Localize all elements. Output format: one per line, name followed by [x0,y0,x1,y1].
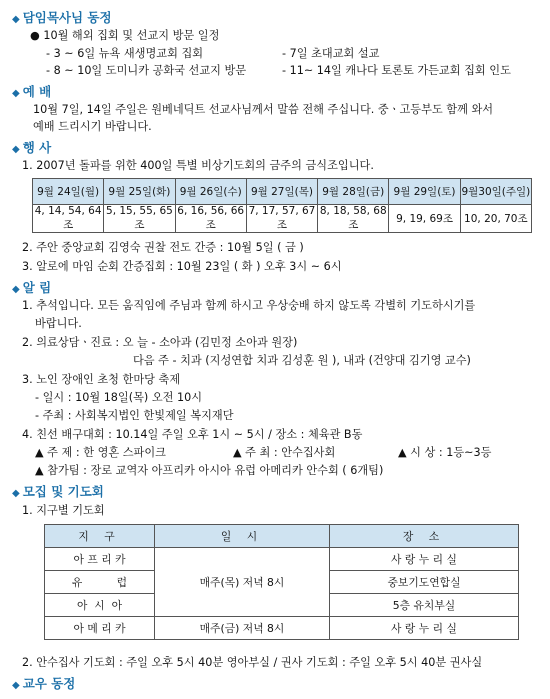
schedule-day: 9월30일(주일) [460,179,531,205]
place-cell: 5층 유치부실 [330,594,519,617]
notice-item-3: 3. 노인 장애인 초청 한마당 축제 [22,373,181,386]
prayer-table-header [45,525,519,548]
time-cell: 매주(금) 저녁 8시 [155,617,330,640]
events-item-2: 2. 주안 중앙교회 김영숙 권찰 전도 간증 : 10월 5일 ( 금 ) [22,241,304,254]
schedule-day: 9월 25일(화) [104,179,175,205]
black-circle-bullet-icon: ● [30,29,40,42]
diamond-bullet-icon: ◆ [12,488,20,499]
pastor-item: - 7일 초대교회 설교 [282,47,380,60]
section-header-notices: ◆ 알 림 [12,280,52,295]
header-place: 장 소 [330,525,519,548]
notice-item-3-date: - 일시 : 10월 18일(목) 오전 10시 [35,391,203,404]
notice-item-2-cont: 다음 주 - 치과 (지성연합 치과 김성훈 원 ), 내과 (건양대 김기영 교수) [133,354,471,367]
notice-item-4-teams: ▲ 참가팀 : 장로 교역자 아프리카 아시아 유럽 아메리카 안수회 ( 6개팀) [35,464,384,477]
region-cell: 아 시 아 [45,594,155,617]
section-header-meetings: ◆ 모집 및 기도회 [12,484,104,499]
schedule-group: 9, 19, 69조 [389,205,460,233]
schedule-day: 9월 24일(월) [33,179,104,205]
pastor-line: ● 10월 해외 집회 및 선교지 방문 일정 [30,29,220,42]
section-header-worship: ◆ 예 배 [12,84,52,99]
notice-item-4-host: ▲ 주 최 : 안수집사회 [233,446,336,459]
schedule-day: 9월 28일(금) [318,179,389,205]
events-item-1: 1. 2007년 돌파를 위한 400일 특별 비상기도회의 금주의 금식조입니다. [22,159,374,172]
notice-item-4: 4. 친선 배구대회 : 10.14일 주일 오후 1시 ~ 5시 / 장소 : 체육관 B동 [22,428,363,441]
diamond-bullet-icon: ◆ [12,88,20,99]
fasting-schedule-table [32,178,532,233]
time-cell: 매주(목) 저녁 8시 [155,548,330,617]
pastor-item: - 3 ~ 6일 뉴욕 새생명교회 집회 [46,47,204,60]
schedule-groups-row [33,205,532,233]
schedule-header-row [33,179,532,205]
schedule-day: 9월 29일(토) [389,179,460,205]
place-cell: 중보기도연합실 [330,571,519,594]
notice-item-1: 1. 추석입니다. 모든 움직임에 주님과 함께 하시고 우상숭배 하지 않도록 각별히 기도하시기를 [22,299,476,312]
section-header-members: ◆ 교우 동정 [12,676,76,691]
region-cell: 아 프 리 카 [45,548,155,571]
notice-item-4-theme: ▲ 주 제 : 한 영혼 스파이크 [35,446,166,459]
diamond-bullet-icon: ◆ [12,14,20,25]
header-time: 일 시 [155,525,330,548]
section-header-events: ◆ 행 사 [12,140,52,155]
schedule-day: 9월 27일(목) [246,179,317,205]
table-row [45,548,519,571]
notice-item-2: 2. 의료상담ㆍ진료 : 오 늘 - 소아과 (김민정 소아과 원장) [22,336,298,349]
diamond-bullet-icon: ◆ [12,144,20,155]
worship-text: 예배 드리시기 바랍니다. [33,120,152,133]
notice-item-1-cont: 바랍니다. [35,317,82,330]
schedule-group: 6, 16, 56, 66조 [175,205,246,233]
diamond-bullet-icon: ◆ [12,680,20,691]
schedule-group: 8, 18, 58, 68조 [318,205,389,233]
worship-text: 10월 7일, 14일 주일은 원베네딕트 선교사님께서 말씀 전해 주십니다. 중ㆍ고등부도 함께 와서 [33,103,494,116]
meetings-item-1: 1. 지구별 기도회 [22,504,105,517]
schedule-group: 7, 17, 57, 67조 [246,205,317,233]
events-item-3: 3. 알로에 마임 순회 간증집회 : 10월 23일 ( 화 ) 오후 3시 ~ 6시 [22,260,342,273]
notice-item-3-host: - 주최 : 사회복지법인 한빛제일 복지재단 [35,409,234,422]
schedule-day: 9월 26일(수) [175,179,246,205]
region-cell: 아 메 리 카 [45,617,155,640]
schedule-group: 10, 20, 70조 [460,205,531,233]
prayer-meeting-table [44,524,519,640]
pastor-item: - 8 ~ 10일 도미니카 공화국 선교지 방문 [46,64,247,77]
table-row [45,617,519,640]
section-header-pastor: ◆ 담임목사님 동정 [12,10,112,25]
region-cell: 유 럽 [45,571,155,594]
schedule-group: 5, 15, 55, 65조 [104,205,175,233]
pastor-item: - 11~ 14일 캐나다 토론토 가든교회 집회 인도 [282,64,511,77]
schedule-group: 4, 14, 54, 64조 [33,205,104,233]
notice-item-4-prize: ▲ 시 상 : 1등~3등 [398,446,492,459]
meetings-item-2: 2. 안수집사 기도회 : 주일 오후 5시 40분 영아부실 / 권사 기도회 : 주일 오후 5시 40분 권사실 [22,656,483,669]
diamond-bullet-icon: ◆ [12,284,20,295]
place-cell: 사 랑 누 리 실 [330,548,519,571]
place-cell: 사 랑 누 리 실 [330,617,519,640]
header-region: 지 구 [45,525,155,548]
